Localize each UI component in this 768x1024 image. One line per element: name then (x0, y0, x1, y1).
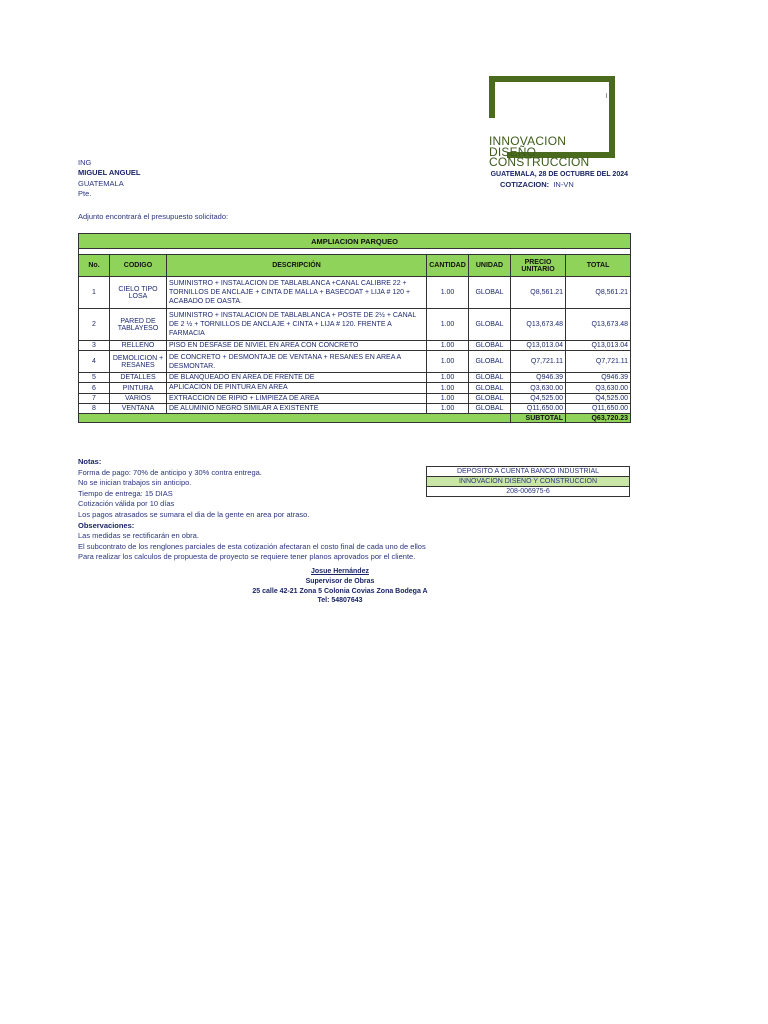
table-row (79, 277, 631, 309)
row-qty: 1.00 (427, 373, 469, 383)
row-unit: GLOBAL (469, 393, 511, 403)
quote-number-label: COTIZACION: (500, 180, 550, 189)
row-desc: PISO EN DESFASE DE NIVIEL EN AREA CON CONCRETO (167, 341, 427, 351)
row-no: 7 (79, 393, 110, 403)
row-desc: EXTRACCION DE RIPIO + LIMPIEZA DE AREA (167, 393, 427, 403)
recipient-pte: Pte. (78, 189, 92, 199)
subtotal-value: Q63,720.23 (566, 414, 631, 423)
company-logo (489, 76, 627, 168)
row-no: 8 (79, 403, 110, 413)
row-no: 2 (79, 309, 110, 341)
row-unit: GLOBAL (469, 309, 511, 341)
row-total: Q7,721.11 (566, 351, 631, 373)
row-desc: DE CONCRETO + DESMONTAJE DE VENTANA + RESANES EN AREA A DESMONTAR. (167, 351, 427, 373)
table-row (79, 383, 631, 393)
row-no: 5 (79, 373, 110, 383)
row-qty: 1.00 (427, 351, 469, 373)
col-header-desc: DESCRIPCIÓN (167, 255, 427, 277)
row-code: PINTURA (110, 383, 167, 393)
note-line: Tiempo de entrega: 15 DIAS (78, 488, 173, 498)
row-code: RELLENO (110, 341, 167, 351)
bank-account-number: 208-006975-6 (427, 487, 630, 497)
note-line: Cotización válida por 10 días (78, 499, 175, 509)
row-code: DEMOLICION + RESANES (110, 351, 167, 373)
row-price: Q13,673.48 (511, 309, 566, 341)
row-price: Q8,561.21 (511, 277, 566, 309)
bank-line-1: DEPOSITO A CUENTA BANCO INDUSTRIAL (427, 467, 630, 477)
row-unit: GLOBAL (469, 403, 511, 413)
row-desc: SUMINISTRO + INSTALACION DE TABLABLANCA +CANAL CALIBRE 22 + TORNILLOS DE ANCLAJE + CINTA DE MALLA + BASECOAT + LIJA # 120 + ACABADO DE OASTA. (167, 277, 427, 309)
col-header-price: PRECIO UNITARIO (511, 255, 566, 277)
observation-line: Las medidas se rectificarán en obra. (78, 531, 199, 541)
row-qty: 1.00 (427, 393, 469, 403)
row-code: CIELO TIPO LOSA (110, 277, 167, 309)
recipient-city: GUATEMALA (78, 178, 124, 188)
row-qty: 1.00 (427, 309, 469, 341)
intro-text: Adjunto encontrará el presupuesto solicitado: (78, 212, 229, 221)
row-desc: SUMINISTRO + INSTALACION DE TABLABLANCA + POSTE DE 2½ + CANAL DE 2 ½ + TORNILLOS DE ANCLAJE + CINTA + LIJA # 120. FRENTE A FARMACIA (167, 309, 427, 341)
row-desc: DE ALUMINIO NEGRO SIMILAR A EXISTENTE (167, 403, 427, 413)
row-price: Q4,525.00 (511, 393, 566, 403)
row-code: VENTANA (110, 403, 167, 413)
recipient-name: MIGUEL ANGUEL (78, 168, 141, 178)
row-qty: 1.00 (427, 383, 469, 393)
observation-line: Para realizar los calculos de propuesta de proyecto se requiere tener planos aprovados por el cliente. (78, 552, 416, 562)
signer-name: Josue Hernández (311, 568, 369, 575)
row-desc: DE BLANQUEADO EN AREA DE FRENTE DE (167, 373, 427, 383)
table-header-row (79, 255, 631, 277)
row-total: Q946.39 (566, 373, 631, 383)
quote-number-value: IN-VN (553, 180, 574, 189)
quote-number-line (500, 180, 574, 189)
row-price: Q3,630.00 (511, 383, 566, 393)
note-line: Los pagos atrasados se sumara el dia de la gente en area por atraso. (78, 509, 310, 519)
table-row (79, 351, 631, 373)
row-unit: GLOBAL (469, 351, 511, 373)
notes-title: Notas: (78, 457, 102, 466)
row-unit: GLOBAL (469, 373, 511, 383)
recipient-title: ING (78, 158, 92, 167)
col-header-code: CODIGO (110, 255, 167, 277)
row-no: 1 (79, 277, 110, 309)
col-header-unit: UNIDAD (469, 255, 511, 277)
table-title: AMPLIACION PARQUEO (79, 234, 631, 249)
logo-text (489, 136, 589, 168)
quote-date: GUATEMALA, 28 DE OCTUBRE DEL 2024 (490, 171, 628, 178)
table-row (79, 393, 631, 403)
row-price: Q7,721.11 (511, 351, 566, 373)
table-row (79, 341, 631, 351)
subtotal-row (79, 414, 631, 423)
row-qty: 1.00 (427, 403, 469, 413)
col-header-no: No. (79, 255, 110, 277)
row-total: Q13,013.04 (566, 341, 631, 351)
col-header-total: TOTAL (566, 255, 631, 277)
table-row (79, 373, 631, 383)
quote-table (78, 233, 631, 423)
row-code: DETALLES (110, 373, 167, 383)
logo-line-1: INNOVACION (489, 134, 567, 148)
notes-block (78, 457, 426, 563)
table-row (79, 309, 631, 341)
observations-title: Observaciones: (78, 520, 135, 530)
row-total: Q11,650.00 (566, 403, 631, 413)
row-total: Q13,673.48 (566, 309, 631, 341)
row-qty: 1.00 (427, 277, 469, 309)
row-no: 6 (79, 383, 110, 393)
row-code: VARIOS (110, 393, 167, 403)
row-no: 4 (79, 351, 110, 373)
note-line: Forma de pago: 70% de anticipo y 30% contra entrega. (78, 467, 262, 477)
recipient-block (78, 158, 141, 200)
row-no: 3 (79, 341, 110, 351)
bank-info-box (426, 466, 630, 497)
signature-block (200, 567, 480, 606)
company-address: 25 calle 42-21 Zona 5 Colonia Covias Zona Bodega A (252, 587, 428, 595)
observation-line: El subcontrato de los renglones parciales de esta cotización afectaran el costo final de cada uno de ellos (78, 541, 426, 551)
row-total: Q4,525.00 (566, 393, 631, 403)
bank-line-2: INNOVACION DISENO Y CONSTRUCCION (427, 477, 630, 487)
signer-role: Supervisor de Obras (305, 577, 375, 585)
row-total: Q3,630.00 (566, 383, 631, 393)
subtotal-label: SUBTOTAL (511, 414, 566, 423)
row-code: PARED DE TABLAYESO (110, 309, 167, 341)
row-price: Q946.39 (511, 373, 566, 383)
row-qty: 1.00 (427, 341, 469, 351)
row-unit: GLOBAL (469, 341, 511, 351)
col-header-qty: CANTIDAD (427, 255, 469, 277)
table-row (79, 403, 631, 413)
note-line: No se inician trabajos sin anticipo. (78, 478, 192, 488)
row-price: Q11,650.00 (511, 403, 566, 413)
logo-line-3: CONSTRUCCION (489, 155, 590, 169)
row-desc: APLICACIÓN DE PINTURA EN AREA (167, 383, 427, 393)
row-price: Q13,013.04 (511, 341, 566, 351)
company-phone: Tel: 54807643 (317, 597, 363, 605)
logo-line-2: DISEÑO (489, 144, 537, 159)
row-unit: GLOBAL (469, 277, 511, 309)
row-total: Q8,561.21 (566, 277, 631, 309)
row-unit: GLOBAL (469, 383, 511, 393)
